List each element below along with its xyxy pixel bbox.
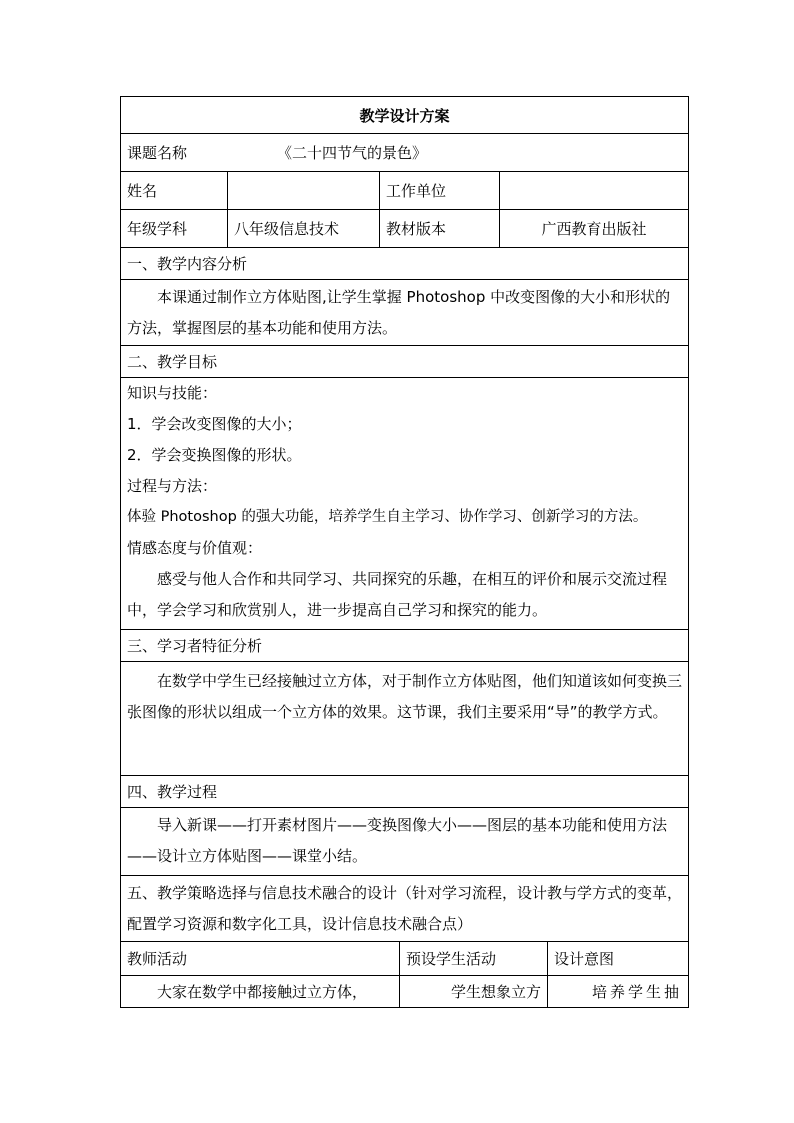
- name-value: [227, 172, 379, 209]
- unit-value: [499, 172, 688, 209]
- doc-title: 教学设计方案: [359, 106, 450, 125]
- section1-header: [120, 248, 689, 280]
- course-value: 《二十四节气的景色》: [277, 144, 428, 162]
- edition-label: 教材版本: [379, 210, 499, 247]
- objective-line-2: 1．学会改变图像的大小；: [127, 415, 302, 433]
- objective-line-1: 知识与技能：: [127, 384, 218, 402]
- section3-title: 三、学习者特征分析: [127, 637, 263, 655]
- header-teacher-activity: 教师活动: [127, 950, 188, 968]
- section4-header: [120, 776, 689, 808]
- header-student-activity: 预设学生活动: [399, 942, 547, 975]
- student-activity-cell: 学生想象立方: [399, 976, 547, 1007]
- teacher-activity-cell: 大家在数学中都接触过立方体，: [157, 983, 368, 1001]
- section4-body: 导入新课——打开素材图片——变换图像大小——图层的基本功能和使用方法——设计立方体贴图——课堂小结。: [120, 808, 689, 876]
- section2-header: [120, 346, 689, 378]
- edition-value: 广西教育出版社: [499, 210, 688, 247]
- section2-body: [120, 378, 689, 630]
- section2-title: 二、教学目标: [127, 353, 218, 371]
- activity-row: [120, 976, 689, 1008]
- section1-title: 一、教学内容分析: [127, 255, 248, 273]
- grade-label: 年级学科: [127, 220, 188, 238]
- course-row: [120, 134, 689, 172]
- objective-line-3: 2．学会变换图像的形状。: [127, 446, 302, 464]
- grade-row: [120, 210, 689, 248]
- course-label: 课题名称: [127, 144, 188, 162]
- objective-line-7: 感受与他人合作和共同学习、共同探究的乐趣，在相互的评价和展示交流过程中，学会学习和欣赏别人，进一步提高自己学习和探究的能力。: [127, 570, 668, 619]
- lesson-plan-table: [120, 96, 689, 1008]
- name-label: 姓名: [127, 182, 158, 200]
- section5-header: 五、教学策略选择与信息技术融合的设计（针对学习流程，设计教与学方式的变革，配置学习资源和数字化工具，设计信息技术融合点）: [120, 876, 689, 942]
- section4-title: 四、教学过程: [127, 783, 218, 801]
- objective-line-6: 情感态度与价值观：: [127, 539, 263, 557]
- section3-body: 在数学中学生已经接触过立方体，对于制作立方体贴图，他们知道该如何变换三张图像的形状以组成一个立方体的效果。这节课，我们主要采用“导”的教学方式。: [120, 662, 689, 776]
- design-intent-cell: 培养学生抽: [547, 976, 688, 1007]
- unit-label: 工作单位: [379, 172, 499, 209]
- grade-value: 八年级信息技术: [227, 210, 379, 247]
- activity-header-row: [120, 942, 689, 976]
- header-design-intent: 设计意图: [547, 942, 688, 975]
- section1-body: 本课通过制作立方体贴图,让学生掌握 Photoshop 中改变图像的大小和形状的方法，掌握图层的基本功能和使用方法。: [120, 280, 689, 346]
- objective-line-4: 过程与方法：: [127, 477, 218, 495]
- name-row: [120, 172, 689, 210]
- objective-line-5: 体验 Photoshop 的强大功能，培养学生自主学习、协作学习、创新学习的方法。: [127, 509, 648, 525]
- section3-header: [120, 630, 689, 662]
- title-row: [120, 96, 689, 134]
